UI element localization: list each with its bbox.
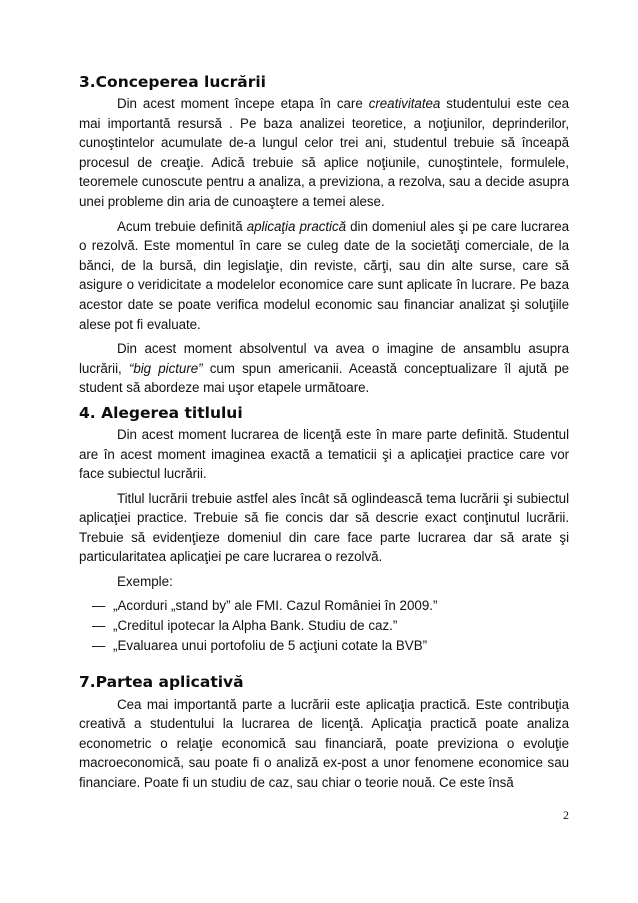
emphasis-text: “big picture” (128, 360, 203, 376)
emphasis-text: creativitatea (368, 96, 441, 111)
section-heading-alegerea-titlului: 4. Alegerea titlului (79, 403, 243, 422)
paragraph (79, 217, 569, 335)
examples-list (79, 596, 569, 656)
page-number: 2 (563, 808, 569, 822)
paragraph-text: din domeniul ales şi pe care lucrarea o rezolvă. Este momentul în care se culeg date de la societăţi comerciale, de la bănci, de la bursă, din legislaţie, din reviste, cărţi, sau din alte surse, care să asigure o veridicitate a modelelor economice care sunt aplicate în lucrare. Pe baza acestor date se poate verifica modelul economic sau financiar analizat şi soluţiile alese pot fi evaluate. (79, 218, 569, 332)
paragraph-text: studentului este cea mai importantă resursă . Pe baza analizei teoretice, a noţiunilor, deprinderilor, cunoştintelor acumulate de-a lungul celor trei ani, studentul trebuie să înceapă procesul de creaţie. Adică trebuie să aplice noţiunile, cunoştintele, formulele, teoremele cunoscute pentru a analiza, a previziona, a rezolva, sau a decide asupra unei probleme din aria de cunoaştere a temei alese. (79, 96, 570, 209)
section-heading-conceperea: 3.Conceperea lucrării (79, 73, 266, 91)
examples-label: Exemple: (117, 574, 173, 590)
section-heading-partea-aplicativa: 7.Partea aplicativă (79, 672, 244, 691)
paragraph-text: cum spun americanii. Această conceptualizare îl ajută pe student să abordeze mai uşor etapele următoare. (79, 360, 570, 396)
paragraph: Titlul lucrării trebuie astfel ales încât să oglindească tema lucrării şi subiectul aplicaţiei practice. Trebuie să fie concis dar să descrie exact conţinutul lucrării. Trebuie să evidenţieze domeniul din care face parte lucrarea dar să arate şi particularitatea aplicaţiei pe care lucrarea o rezolvă. (79, 490, 569, 565)
dash-bullet: — (92, 597, 106, 613)
paragraph: Din acest moment lucrarea de licenţă este în mare parte definită. Studentul are în acest moment imaginea exactă a tematicii şi a aplicaţiei practice care vor face subiectul lucrării. (79, 426, 569, 482)
list-item (92, 596, 569, 616)
list-item (92, 636, 569, 656)
list-item-text: „Evaluarea unui portofoliu de 5 acţiuni cotate la BVB” (113, 637, 428, 653)
paragraph-text: Acum trebuie definită (117, 218, 247, 234)
paragraph-text: Din acest moment absolventul va avea o imagine de ansamblu asupra lucrării, (79, 341, 569, 376)
emphasis-text: aplicaţia practică (246, 218, 347, 234)
list-item-text: „Acorduri „stand by” ale FMI. Cazul României în 2009.” (113, 597, 438, 613)
dash-bullet: — (92, 637, 106, 653)
list-item-text: „Creditul ipotecar la Alpha Bank. Studiu de caz.” (113, 617, 398, 633)
dash-bullet: — (92, 617, 106, 633)
list-item (92, 616, 569, 636)
paragraph (79, 94, 569, 212)
paragraph-text: Din acest moment începe etapa în care (117, 96, 369, 111)
paragraph: Cea mai importantă parte a lucrării este aplicaţia practică. Este contribuţia creativă a studentului la lucrarea de licenţă. Aplicaţia practică poate analiza econometric o relaţie economică sau financiară, poate previziona o evoluţie macroeconomică, sau poate fi o analiză ex-post a unor fenomene economice sau financiare. Poate fi un studiu de caz, sau chiar o teorie nouă. Ce este însă (79, 696, 569, 791)
document-page (79, 72, 569, 798)
paragraph (79, 339, 569, 398)
